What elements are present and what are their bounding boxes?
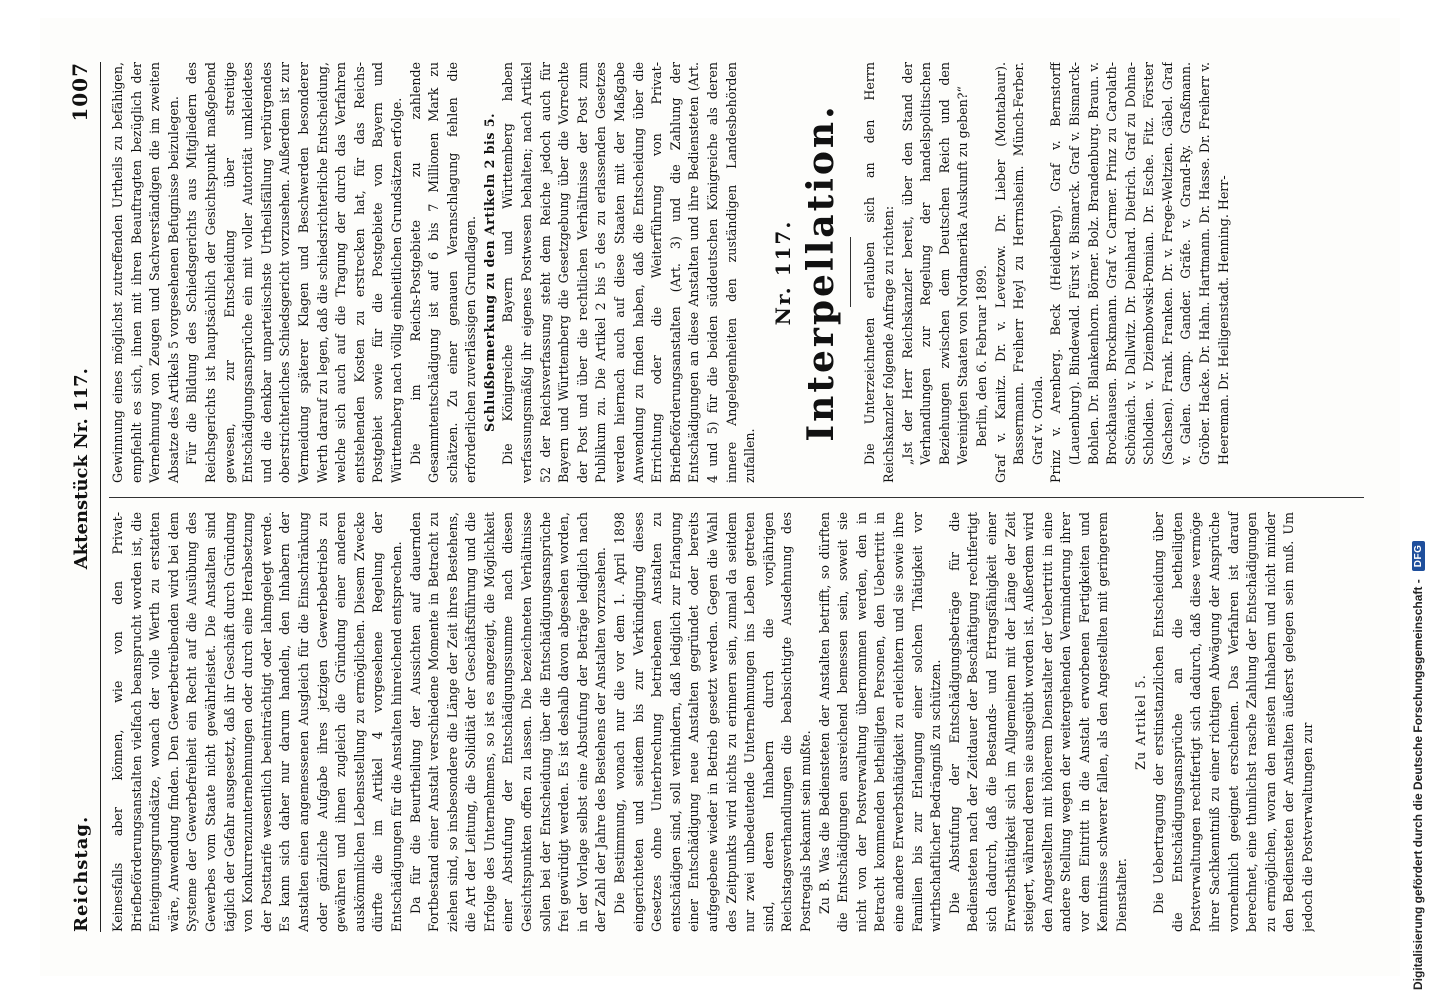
rotated-page-content [40,18,1400,976]
left-paragraph: Da für die Beurtheilung der Aussichten auf dauernden Fortbestand einer Anstalt verschiedene Momente in Betracht zu ziehen sind, so insbesondere die Länge der Zeit ihres Bestehens, die Art der Leitung, die Solidität der Geschäftsführung und die Erfolge des Unternehmens, so ist es angezeigt, die Möglichkeit einer Abstufung der Entschädigungssumme nach diesen Gesichtspunkten offen zu lassen. Die bezeichneten Verhältnisse sollen bei der Entscheidung über die Entschädigungsansprüche frei gewürdigt werden. Es ist deshalb davon abgesehen worden, in der Vorlage selbst eine Abstufung der Beträge lediglich nach der Zahl der Jahre des Bestehens der Anstalten vorzusehen. [407,512,609,932]
right-paragraph: Für die Bildung des Schiedsgerichts aus Mitgliedern des Reichsgerichts ist hauptsächlich der Gesichtspunkt maßgebend gewesen, zur Entscheidung über streitige Entschädigungsansprüche ein mit voller Autorität umkleidetes und die denkbar unparteiischste Urtheilsfällung verbürgendes oberstrichterliches Schiedsgericht vorzusehen. Außerdem ist zur Vermeidung späterer Klagen und Beschwerden besonderer Werth darauf zu legen, daß die schiedsrichterliche Entscheidung, welche sich auch auf die Tragung der durch das Verfahren entstehenden Kosten zu erstrecken hat, für das Reichs-Postgebiet sowie für die Postgebiete von Bayern und Württemberg nach völlig einheitlichen Grundsätzen erfolge. [184,62,404,483]
digitization-credit-bar [1408,10,1432,990]
date-line: Berlin, den 6. Februar 1899. [973,265,989,447]
left-paragraph: Die Uebertragung der erstinstanzlichen Entscheidung über die Entschädigungsansprüche an die betheiligten Postverwaltungen rechtfertigt sich dadurch, daß diese vermöge ihrer Sachkenntniß zu einer richtigen Abwägung der Ansprüche vornehmlich geeignet erscheinen. Das Verfahren ist darauf berechnet, eine thunlichst rasche Zahlung der Entschädigungen zu ermöglichen, woran den meisten Inhabern und nicht minder den Bediensteten der Anstalten äußerst gelegen sein muß. Um jedoch die Postverwaltungen zur [1151,512,1315,932]
left-paragraph: Die Abstufung der Entschädigungsbeträge für die Bediensteten nach der Zeitdauer der Beschäftigung rechtfertigt sich dadurch, daß die Bestands- und Ertragsfähigkeit einer Erwerbsthätigkeit sich im Allgemeinen mit der Länge der Zeit steigert, während deren sie ausgeübt worden ist. Außerdem wird den Angestellten mit höherem Dienstalter der Uebertritt in eine andere Stellung wegen der weitergehenden Verminderung ihrer vor dem Eintritt in die Anstalt erworbenen Fertigkeiten und Kenntnisse schwerer fallen, als den Angestellten mit geringerem Dienstalter. [946,512,1130,932]
schlussbemerkung-heading: Schlußbemerkung zu den Artikeln 2 bis 5. [481,113,497,432]
right-paragraph: Die Königreiche Bayern und Württemberg haben verfassungsmäßig ihr eigenes Postwesen behalten; nach Artikel 52 der Reichsverfassung steht dem Reiche jedoch auch für Bayern und Württemberg die Gesetzgebung über die Vorrechte der Post und über die rechtlichen Verhältnisse der Post zum Publikum zu. Die Artikel 2 bis 5 des zu erlassenden Gesetzes werden hiernach auch auf diese Staaten mit der Maßgabe Anwendung zu finden haben, daß die Entscheidung über die Errichtung oder die Weiterführung von Privat-Briefbeförderungsanstalten (Art. 3) und die Zahlung der Entschädigungen an diese Anstalten und ihre Bediensteten (Art. 4 und 5) für die beiden süddeutschen Königreiche als deren innere Angelegenheiten den zuständigen Landesbehörden zufallen. [500,62,758,483]
left-paragraph: Keinesfalls aber können, wie von den Privat-Briefbeförderungsanstalten vielfach beansprucht worden ist, die Enteignungsgrundsätze, wonach der volle Werth zu erstatten wäre, Anwendung finden. Den Gewerbetreibenden wird bei dem Systeme der Gewerbefreiheit ein Recht auf die Ausübung des Gewerbes vom Staate nicht gewährleistet. Die Anstalten sind täglich der Gefahr ausgesetzt, daß ihr Geschäft durch Gründung von Konkurrenzunternehmungen oder durch eine Herabsetzung der Posttarife wesentlich beeinträchtigt oder lahmgelegt werde. Es kann sich daher nur darum handeln, den Inhabern der Anstalten einen angemessenen Ausgleich für die Einschränkung oder gänzliche Aufgabe ihres jetzigen Gewerbebetriebs zu gewähren und ihnen zugleich die Gründung einer anderen auskömmlichen Lebensstellung zu ermöglichen. Diesem Zwecke dürfte die im Artikel 4 vorgesehene Regelung der Entschädigungen für die Anstalten hinreichend entsprechen. [110,512,404,932]
left-column [109,497,1364,932]
interpellation-intro: Die Unterzeichneten erlauben sich an den Herrn Reichskanzler folgende Anfrage zu richten: [862,62,896,483]
text-columns [109,62,1364,932]
signature-group: Prinz v. Arenberg. Beck (Heidelberg). Graf v. Bernstorff (Lauenburg). Bindewald. Fürst v. Bismarck. Graf v. Bismarck-Bohlen. Dr. Blankenhorn. Börner. Bolz. Brandenburg. Braun. v. Brockhausen. Brockmann. Graf v. Carmer. Prinz zu Carolath-Schönaich. v. Dallwitz. Dr. Deinhard. Dietrich. Graf zu Dohna-Schlodien. v. Dziembowski-Pomian. Dr. Esche. Fitz. Förster (Sachsen). Frank. Franken. Dr. v. Frege-Weltzien. Gäbel. Graf v. Galen. Gamp. Gander. Gräfe. v. Grand-Ry. Graßmann. Gröber. Hacke. Dr. Hahn. Hartmann. Dr. Hasse. Dr. Freiherr v. Heereman. Dr. Heiligenstadt. Henning. Herr- [1048,62,1231,483]
interpellation-question: „Ist der Herr Reichskanzler bereit, über den Stand der Verhandlungen zur Regelung der handelspolitischen Beziehungen zwischen dem Deutschen Reich und den Vereinigten Staaten von Nordamerika Auskunft zu geben?“ [899,62,971,465]
right-column [109,62,1364,497]
right-paragraph: Gewinnung eines möglichst zutreffenden Urtheils zu befähigen, empfiehlt es sich, ihnen mit ihren Beauftragten bezüglich der Vernehmung von Zeugen und Sachverständigen die im zweiten Absatze des Artikels 5 vorgesehenen Befugnisse beizulegen. [110,62,181,483]
header-reichstag: Reichstag. [71,815,92,932]
aktenstueck-number: Nr. 117. [770,219,795,326]
dfg-logo: DFG [1412,541,1425,572]
scanned-page [40,18,1400,976]
credit-text: Digitalisierung gefördert durch die Deutsche Forschungsgemeinschaft - [1411,579,1425,990]
right-paragraph: Die im Reichs-Postgebiete zu zahlende Gesammtentschädigung ist auf 6 bis 7 Millionen Mark zu schätzen. Zu einer genauen Veranschlagung fehlen die erforderlichen zuverlässigen Grundlagen. [407,62,479,483]
subheading-artikel-5: Zu Artikel 5. [1132,674,1148,770]
signatures [992,62,1234,483]
page-number: 1007 [68,62,92,122]
signature-group: Graf v. Kanitz. Dr. v. Levetzow. Dr. Lieber (Montabaur). Bassermann. Freiherr Heyl zu Herrnsheim. Münch-Ferber. Graf v. Oriola. [992,62,1045,483]
header-document-title: Aktenstück Nr. 117. [71,368,92,570]
left-paragraph: Die Bestimmung, wonach nur die vor dem 1. April 1898 eingerichteten und seitdem bis zur Verkündigung dieses Gesetzes ohne Unterbrechung betriebenen Anstalten zu entschädigen sind, soll verhindern, daß lediglich zur Erlangung einer Entschädigung neue Anstalten gegründet oder bereits aufgegebene wieder in Betrieb gesetzt werden. Gegen die Wahl des Zeitpunkts wird nichts zu erinnern sein, zumal da seitdem nur zwei unbedeutende Unternehmungen ins Leben getreten sind, deren Inhabern durch die vorjährigen Reichstagsverhandlungen die beabsichtigte Ausdehnung des Postregals bekannt sein mußte. [612,512,813,932]
divider [850,238,851,308]
interpellation-title: Interpellation. [800,103,843,442]
credit-line [1408,10,1428,990]
left-paragraph: Zu B. Was die Bediensteten der Anstalten betrifft, so dürften die Entschädigungen ausreichend bemessen sein, soweit sie nicht von der Postverwaltung übernommen werden, den in Betracht kommenden betheiligten Personen, den Uebertritt in eine andere Erwerbsthätigkeit zu erleichtern und sie sowie ihre Familien bis zur Erlangung einer solchen Thätigkeit vor wirthschaftlicher Bedrängniß zu schützen. [816,512,944,932]
page-header [68,62,101,932]
